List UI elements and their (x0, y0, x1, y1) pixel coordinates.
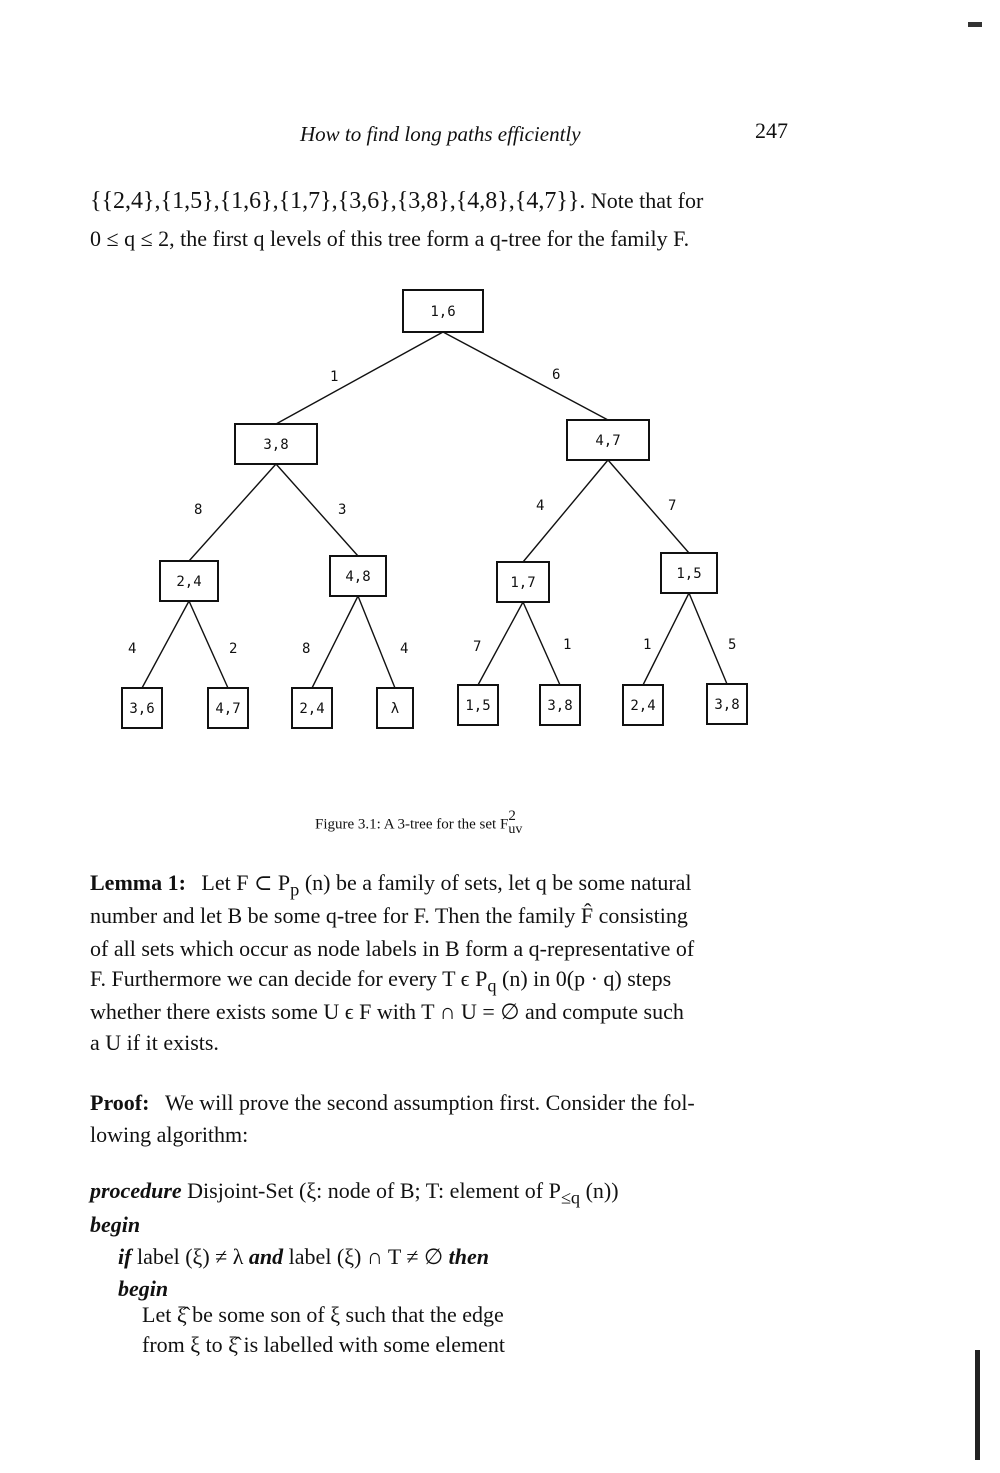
kw-procedure: procedure (90, 1178, 182, 1203)
node-label-n14: 3,8 (714, 697, 740, 713)
node-label-n4: 4,8 (345, 569, 371, 585)
tree-node-n10 (377, 688, 413, 728)
lemma-sub-q: q (487, 975, 497, 996)
tree-node-n11 (458, 685, 498, 725)
lemma-line-4 (90, 966, 671, 996)
lemma-text-1: Let F ⊂ P (201, 870, 291, 895)
node-label-n13: 2,4 (630, 698, 656, 714)
scan-mark-side (975, 1350, 980, 1460)
family-sets: {{2,4},{1,5},{1,6},{1,7},{3,6},{3,8},{4,8},{4,7}}. (90, 188, 586, 214)
algo-let-line: Let ξ̂ be some son of ξ such that the edge (142, 1302, 504, 1327)
algo-from-line: from ξ to ξ̂ is labelled with some element (142, 1332, 505, 1357)
if-condition-1: label (ξ) ≠ λ (136, 1244, 244, 1269)
lemma-line-3: of all sets which occur as node labels in B form a q-representative of (90, 936, 695, 961)
kw-if: if (118, 1244, 132, 1269)
node-label-n5: 1,7 (510, 575, 536, 591)
node-label-n1: 3,8 (263, 437, 289, 453)
edge-label-n2-n5: 4 (536, 498, 545, 514)
edge-label-n3-n7: 4 (128, 641, 137, 657)
lemma-text-1-rest: (n) be a family of sets, let q be some natural (304, 870, 692, 895)
kw-begin-inner: begin (118, 1276, 169, 1301)
proof-line-2: lowing algorithm: (90, 1122, 249, 1147)
tree-edge-n4-n9 (312, 596, 358, 688)
tree-edge-n5-n11 (478, 602, 523, 685)
tree-figure (0, 280, 1000, 750)
page-number: 247 (755, 118, 788, 143)
intro-line-1-rest: Note that for (590, 188, 704, 213)
kw-begin: begin (90, 1212, 141, 1237)
tree-edge-n0-n2 (443, 332, 608, 420)
intro-line-2: 0 ≤ q ≤ 2, the first q levels of this tree form a q-tree for the family F. (90, 226, 690, 251)
scan-mark-top (968, 22, 982, 27)
edge-label-n4-n9: 8 (302, 641, 311, 657)
proof-line-1 (90, 1090, 695, 1116)
lemma-line-6: a U if it exists. (90, 1030, 219, 1055)
edge-label-n1-n4: 3 (338, 502, 347, 518)
tree-node-n9 (292, 688, 332, 728)
tree-node-n12 (540, 685, 580, 725)
procedure-sub: ≤q (560, 1187, 581, 1208)
procedure-end: (n)) (585, 1178, 619, 1203)
lemma-title: Lemma 1: (90, 870, 186, 895)
edge-label-n4-n10: 4 (400, 641, 409, 657)
running-title: How to find long paths efficiently (300, 122, 581, 146)
algo-procedure-line (90, 1178, 619, 1208)
tree-edge-n6-n14 (689, 593, 727, 684)
node-label-n12: 3,8 (547, 698, 573, 714)
tree-node-n7 (122, 688, 162, 728)
node-label-n11: 1,5 (465, 698, 491, 714)
edge-label-n6-n14: 5 (728, 637, 737, 653)
tree-node-n6 (661, 553, 717, 593)
caption-text: Figure 3.1: A 3-tree for the set F (315, 816, 509, 833)
tree-node-n4 (330, 556, 386, 596)
tree-node-n14 (707, 684, 747, 724)
node-label-n3: 2,4 (176, 574, 202, 590)
tree-node-n1 (235, 424, 317, 464)
node-label-n9: 2,4 (299, 701, 325, 717)
edge-label-n1-n3: 8 (194, 502, 203, 518)
node-label-n10: λ (390, 701, 400, 717)
edge-label-n6-n13: 1 (643, 637, 652, 653)
caption-superscript: 2 (508, 808, 516, 824)
kw-then: then (448, 1244, 490, 1269)
node-label-n6: 1,5 (676, 566, 702, 582)
tree-node-n8 (208, 688, 248, 728)
edge-label-n3-n8: 2 (229, 641, 238, 657)
caption-subscript: uv (508, 821, 523, 837)
edge-label-n0-n1: 1 (330, 369, 339, 385)
edge-label-n5-n12: 1 (563, 637, 572, 653)
node-label-n0: 1,6 (430, 304, 456, 320)
edge-label-n0-n2: 6 (552, 367, 561, 383)
lemma-line-5: whether there exists some U ϵ F with T ∩ U = ∅ and compute such (90, 999, 684, 1024)
tree-edge-n0-n1 (276, 332, 443, 424)
if-condition-2: label (ξ) ∩ T ≠ ∅ (288, 1244, 444, 1269)
proof-text-1: We will prove the second assumption first. Consider the fol- (164, 1090, 695, 1115)
tree-node-n3 (160, 561, 218, 601)
node-label-n2: 4,7 (595, 433, 621, 449)
tree-node-n5 (497, 562, 549, 602)
lemma-sub-p: p (290, 879, 300, 900)
lemma-text-4-rest: (n) in 0(p · q) steps (502, 966, 672, 991)
tree-node-n0 (403, 290, 483, 332)
edge-label-n5-n11: 7 (473, 639, 482, 655)
lemma-line-2: number and let B be some q-tree for F. Then the family F̂ consisting (90, 903, 688, 928)
procedure-signature: Disjoint-Set (ξ: node of B; T: element of P (187, 1178, 561, 1203)
figure-caption (315, 810, 522, 836)
edge-label-n2-n6: 7 (668, 498, 677, 514)
proof-title: Proof: (90, 1090, 150, 1115)
kw-and: and (248, 1244, 284, 1269)
lemma-text-4: F. Furthermore we can decide for every T ϵ P (90, 966, 488, 991)
tree-edge-n2-n6 (608, 460, 689, 553)
tree-node-n13 (623, 685, 663, 725)
tree-edge-n5-n12 (523, 602, 560, 685)
intro-line-1 (90, 188, 703, 215)
tree-edge-n3-n7 (142, 601, 189, 688)
lemma-line-1 (90, 870, 692, 900)
tree-edge-n3-n8 (189, 601, 228, 688)
tree-node-n2 (567, 420, 649, 460)
tree-edge-n4-n10 (358, 596, 395, 688)
node-label-n7: 3,6 (129, 701, 155, 717)
algo-if-line (118, 1244, 489, 1270)
node-label-n8: 4,7 (215, 701, 241, 717)
